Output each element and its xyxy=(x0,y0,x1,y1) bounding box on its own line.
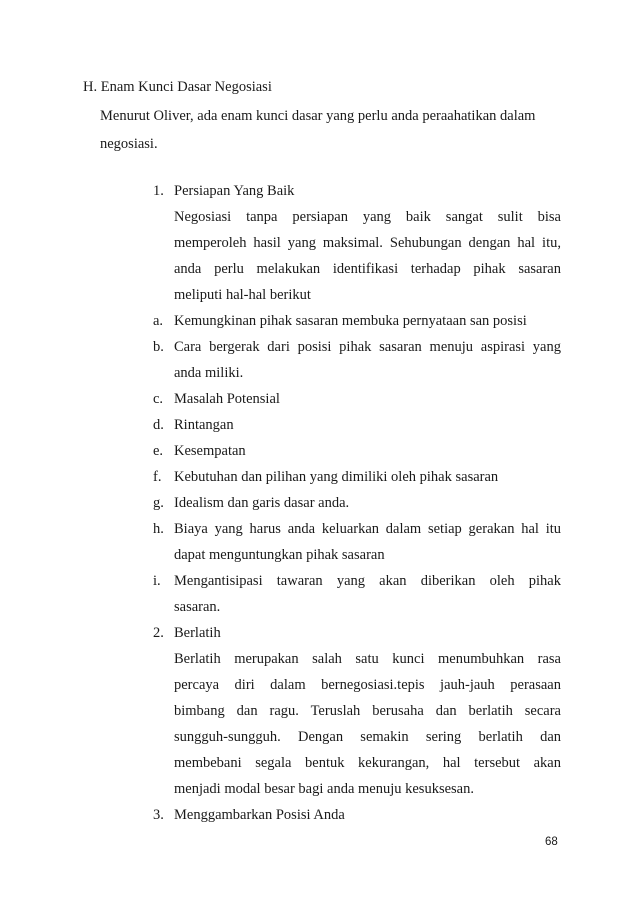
subitem-i-text: Mengantisipasi tawaran yang akan diberikan oleh pihak xyxy=(174,573,561,589)
item-2-body-line: Berlatih merupakan salah satu kunci menumbuhkan rasa xyxy=(174,651,561,667)
subitem-g-marker: g. xyxy=(153,495,164,511)
item-2-title: Berlatih xyxy=(174,625,221,641)
intro-line-2: negosiasi. xyxy=(100,136,158,152)
item-1-body-line: memperoleh hasil yang maksimal. Sehubungan dengan hal itu, xyxy=(174,235,561,251)
item-2-body-line: menjadi modal besar bagi anda menuju kesuksesan. xyxy=(174,781,474,797)
item-2-body-line: membebani segala bentuk kekurangan, hal tersebut akan xyxy=(174,755,561,771)
subitem-b-marker: b. xyxy=(153,339,164,355)
item-2-marker: 2. xyxy=(153,625,164,641)
subitem-h-marker: h. xyxy=(153,521,164,537)
item-1-title: Persiapan Yang Baik xyxy=(174,183,295,199)
subitem-g-text: Idealism dan garis dasar anda. xyxy=(174,495,350,511)
subitem-h-text: dapat menguntungkan pihak sasaran xyxy=(174,547,385,563)
subitem-a-marker: a. xyxy=(153,313,164,329)
item-1-body-line: anda perlu melakukan identifikasi terhadap pihak sasaran xyxy=(174,261,561,277)
subitem-i-marker: i. xyxy=(153,573,161,589)
subitem-d-marker: d. xyxy=(153,417,164,433)
section-heading: H. Enam Kunci Dasar Negosiasi xyxy=(83,79,272,95)
item-2-body-line: percaya diri dalam bernegosiasi.tepis jauh-jauh perasaan xyxy=(174,677,561,693)
subitem-c-marker: c. xyxy=(153,391,164,407)
subitem-b-text: Cara bergerak dari posisi pihak sasaran menuju aspirasi yang xyxy=(174,339,561,355)
item-2-body-line: bimbang dan ragu. Teruslah berusaha dan berlatih secara xyxy=(174,703,561,719)
page-number: 68 xyxy=(545,836,558,848)
item-2-body-line: sungguh-sungguh. Dengan semakin sering berlatih dan xyxy=(174,729,561,745)
subitem-f-marker: f. xyxy=(153,469,162,485)
intro-line-1: Menurut Oliver, ada enam kunci dasar yang perlu anda peraahatikan dalam xyxy=(100,108,536,124)
subitem-e-marker: e. xyxy=(153,443,164,459)
subitem-c-text: Masalah Potensial xyxy=(174,391,280,407)
item-3-title: Menggambarkan Posisi Anda xyxy=(174,807,345,823)
subitem-a-text: Kemungkinan pihak sasaran membuka pernyataan san posisi xyxy=(174,313,527,329)
item-3-marker: 3. xyxy=(153,807,164,823)
item-1-body-line: Negosiasi tanpa persiapan yang baik sangat sulit bisa xyxy=(174,209,561,225)
subitem-e-text: Kesempatan xyxy=(174,443,246,459)
subitem-i-text: sasaran. xyxy=(174,599,221,615)
subitem-d-text: Rintangan xyxy=(174,417,234,433)
subitem-b-text: anda miliki. xyxy=(174,365,244,381)
item-1-body-line: meliputi hal-hal berikut xyxy=(174,287,311,303)
subitem-h-text: Biaya yang harus anda keluarkan dalam setiap gerakan hal itu xyxy=(174,521,561,537)
item-1-marker: 1. xyxy=(153,183,164,199)
subitem-f-text: Kebutuhan dan pilihan yang dimiliki oleh pihak sasaran xyxy=(174,469,499,485)
